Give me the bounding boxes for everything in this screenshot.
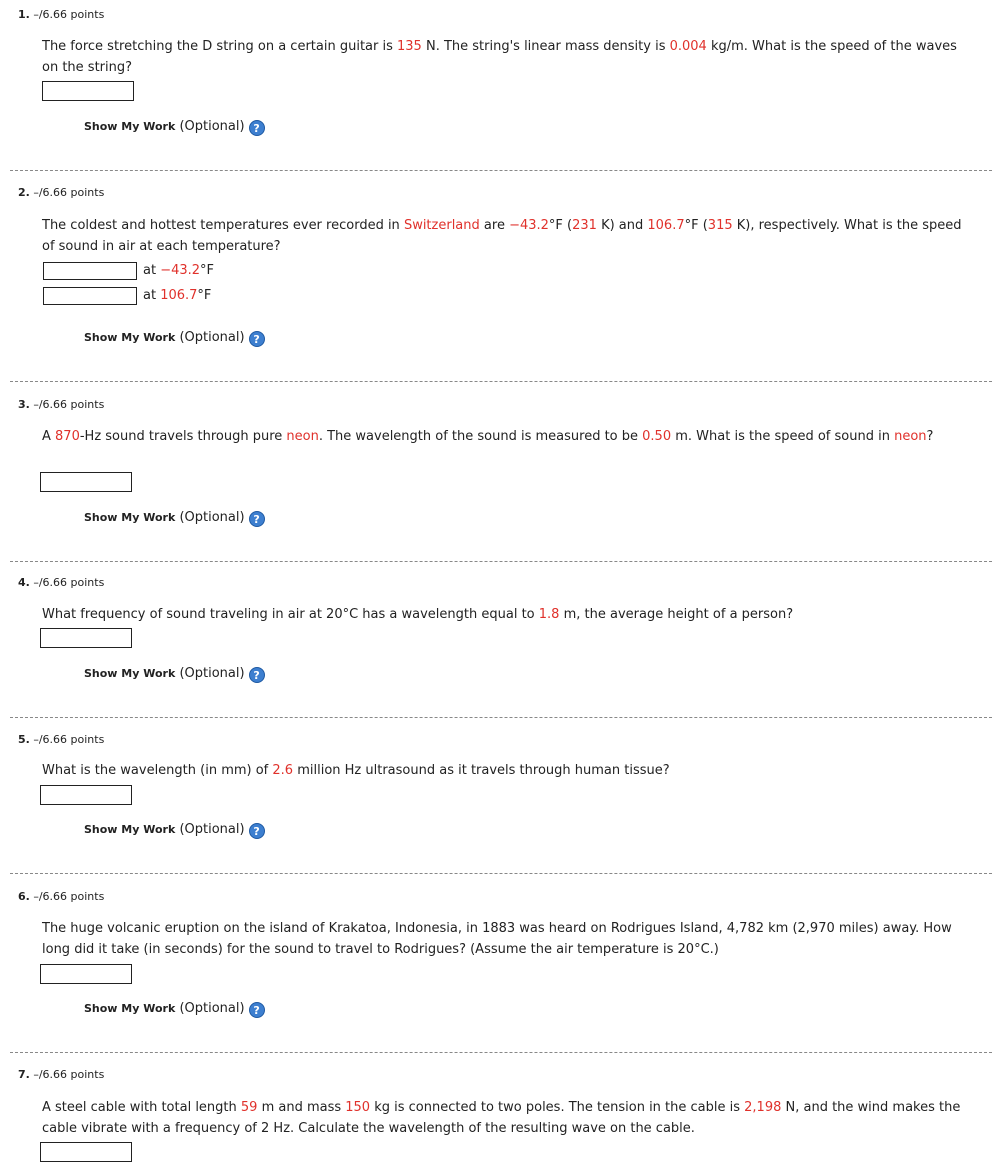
q2-value-cold-k: 231 — [572, 218, 597, 233]
q7-value-mass: 150 — [345, 1100, 371, 1115]
divider — [10, 561, 992, 562]
q1-value-density: 0.004 — [669, 39, 707, 54]
q5-answer-input[interactable] — [40, 785, 132, 805]
q7-value-tension: 2,198 — [744, 1100, 782, 1115]
q2-number: 2. — [18, 186, 30, 199]
show-my-work-label: Show My Work — [84, 511, 176, 524]
divider — [10, 170, 992, 171]
q2-label-text: at — [143, 288, 161, 303]
q2-value-country: Switzerland — [403, 218, 480, 233]
q2-text-part: The coldest and hottest temperatures ever recorded in — [42, 218, 404, 233]
q4-text — [42, 604, 977, 625]
question-circle-icon[interactable]: ? — [249, 511, 265, 527]
q1-text — [42, 36, 977, 78]
q3-value-gas: neon — [286, 429, 319, 444]
q7-text — [42, 1097, 977, 1139]
show-my-work-label: Show My Work — [84, 120, 176, 133]
optional-label: (Optional) — [179, 822, 245, 837]
q6-text-part: The huge volcanic eruption on the island of Krakatoa, Indonesia, in 1883 was heard on Rodrigues Island, 4,782 km (2,970 miles) away. How long did it take (in seconds) for the sound to travel to Rodrigues? (Assume the air temperature is 20°C.) — [42, 921, 952, 957]
q5-show-my-work[interactable] — [84, 822, 265, 839]
q7-points: –/6.66 points — [33, 1068, 105, 1081]
q2-label-unit: °F — [197, 288, 212, 303]
q6-header — [18, 890, 104, 903]
q3-show-my-work[interactable] — [84, 510, 265, 527]
q5-number: 5. — [18, 733, 30, 746]
q3-text-part: . The wavelength of the sound is measured to be — [318, 429, 643, 444]
q7-answer-input[interactable] — [40, 1142, 132, 1162]
q3-number: 3. — [18, 398, 30, 411]
q4-text-part: What frequency of sound traveling in air at 20°C has a wavelength equal to — [42, 607, 539, 622]
q4-value-wavelength: 1.8 — [538, 607, 560, 622]
optional-label: (Optional) — [179, 119, 245, 134]
q1-points: –/6.66 points — [33, 8, 105, 21]
q6-answer-input[interactable] — [40, 964, 132, 984]
show-my-work-label: Show My Work — [84, 331, 176, 344]
q2-answer-input-hot[interactable] — [43, 287, 137, 305]
q3-text-part: ? — [926, 429, 934, 444]
q5-header — [18, 733, 104, 746]
q2-label-text: at — [143, 263, 161, 278]
q2-answer-input-cold[interactable] — [43, 262, 137, 280]
q2-label-value: 106.7 — [160, 288, 198, 303]
question-circle-icon[interactable]: ? — [249, 331, 265, 347]
q3-value-wavelength: 0.50 — [642, 429, 672, 444]
q7-text-part: kg is connected to two poles. The tension in the cable is — [370, 1100, 745, 1115]
q3-value-gas2: neon — [894, 429, 927, 444]
q2-points: –/6.66 points — [33, 186, 105, 199]
q1-text-part: kg/m. What is the speed of the waves on the string? — [42, 39, 957, 75]
q4-answer-input[interactable] — [40, 628, 132, 648]
optional-label: (Optional) — [179, 1001, 245, 1016]
q2-text-part: K), respectively. What is the speed of sound in air at each temperature? — [42, 218, 962, 254]
q5-value-frequency: 2.6 — [272, 763, 294, 778]
q3-text — [42, 426, 977, 447]
q7-text-part: m and mass — [257, 1100, 346, 1115]
q7-text-part: A steel cable with total length — [42, 1100, 241, 1115]
q6-points: –/6.66 points — [33, 890, 105, 903]
q2-answer-label-cold — [143, 263, 214, 278]
optional-label: (Optional) — [179, 666, 245, 681]
q1-answer-input[interactable] — [42, 81, 134, 101]
q1-show-my-work[interactable] — [84, 119, 265, 136]
q4-points: –/6.66 points — [33, 576, 105, 589]
q2-text-part: °F ( — [684, 218, 708, 233]
divider — [10, 873, 992, 874]
q6-show-my-work[interactable] — [84, 1001, 265, 1018]
optional-label: (Optional) — [179, 330, 245, 345]
q7-number: 7. — [18, 1068, 30, 1081]
q2-text-part: °F ( — [548, 218, 573, 233]
q3-text-part: m. What is the speed of sound in — [671, 429, 895, 444]
show-my-work-label: Show My Work — [84, 823, 176, 836]
q5-text-part: million Hz ultrasound as it travels through human tissue? — [293, 763, 670, 778]
show-my-work-label: Show My Work — [84, 667, 176, 680]
question-circle-icon[interactable]: ? — [249, 120, 265, 136]
q2-text-part: K) and — [596, 218, 648, 233]
q3-value-freq: 870 — [55, 429, 80, 444]
q3-text-part: -Hz sound travels through pure — [79, 429, 287, 444]
q4-number: 4. — [18, 576, 30, 589]
q2-value-hot-f: 106.7 — [647, 218, 685, 233]
q2-label-unit: °F — [200, 263, 215, 278]
question-circle-icon[interactable]: ? — [249, 1002, 265, 1018]
q2-value-cold-f: −43.2 — [509, 218, 549, 233]
q6-number: 6. — [18, 890, 30, 903]
divider — [10, 717, 992, 718]
q4-header — [18, 576, 104, 589]
q3-text-part: A — [42, 429, 56, 444]
q2-show-my-work[interactable] — [84, 330, 265, 347]
q5-points: –/6.66 points — [33, 733, 105, 746]
question-circle-icon[interactable]: ? — [249, 823, 265, 839]
question-circle-icon[interactable]: ? — [249, 667, 265, 683]
q7-value-length: 59 — [240, 1100, 258, 1115]
q1-text-part: The force stretching the D string on a certain guitar is — [42, 39, 398, 54]
q3-header — [18, 398, 104, 411]
q7-text-part: N, and the wind makes the cable vibrate with a frequency of 2 Hz. Calculate the wavelength of the resulting wave on the cable. — [42, 1100, 961, 1136]
divider — [10, 1052, 992, 1053]
optional-label: (Optional) — [179, 510, 245, 525]
q3-answer-input[interactable] — [40, 472, 132, 492]
q1-value-force: 135 — [397, 39, 422, 54]
q5-text — [42, 760, 977, 781]
q2-value-hot-k: 315 — [707, 218, 733, 233]
divider — [10, 381, 992, 382]
q2-answer-label-hot — [143, 288, 211, 303]
q1-text-part: N. The string's linear mass density is — [421, 39, 670, 54]
q2-text-part: are — [479, 218, 510, 233]
q3-points: –/6.66 points — [33, 398, 105, 411]
show-my-work-label: Show My Work — [84, 1002, 176, 1015]
q5-text-part: What is the wavelength (in mm) of — [42, 763, 273, 778]
q1-header — [18, 8, 104, 21]
q6-text — [42, 918, 977, 960]
q4-show-my-work[interactable] — [84, 666, 265, 683]
q1-number: 1. — [18, 8, 30, 21]
q2-label-value: −43.2 — [160, 263, 201, 278]
q4-text-part: m, the average height of a person? — [559, 607, 794, 622]
q7-header — [18, 1068, 104, 1081]
q2-header — [18, 186, 104, 199]
q2-text — [42, 215, 977, 257]
